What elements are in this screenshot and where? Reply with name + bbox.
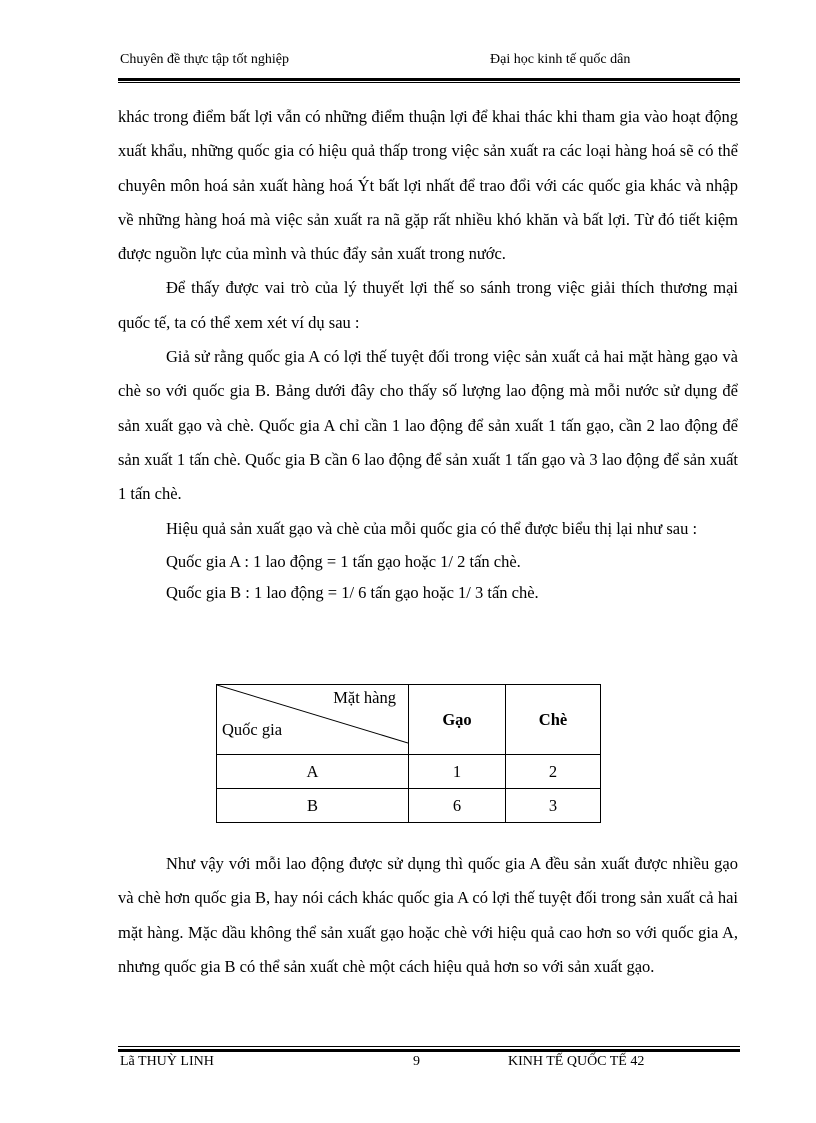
document-body-conclusion [118, 847, 738, 984]
footer-rule-thick [118, 1049, 740, 1052]
header-rule-thin [118, 82, 740, 83]
footer-class: KINH TẾ QUỐC TẾ 42 [508, 1054, 645, 1069]
table-corner-cell [217, 685, 409, 755]
paragraph-conclusion: Như vậy với mỗi lao động được sử dụng thì quốc gia A đều sản xuất được nhiều gạo và chè hơn quốc gia B, hay nói cách khác quốc gia A có lợi thế tuyệt đối trong sản xuất cả hai mặt hàng. Mặc dầu không thể sản xuất gạo hoặc chè với hiệu quả cao hơn so với quốc gia A, nhưng quốc gia B có thể sản xuất chè một cách hiệu quả hơn so với sản xuất gạo. [118, 854, 738, 976]
table-cell: 6 [409, 789, 506, 823]
table-row [217, 789, 601, 823]
table-header-row [217, 685, 601, 755]
table-cell: 3 [506, 789, 601, 823]
paragraph-intro-example: Để thấy được vai trò của lý thuyết lợi thế so sánh trong việc giải thích thương mại quốc tế, ta có thể xem xét ví dụ sau : [118, 278, 738, 332]
page-header [118, 52, 740, 78]
header-document-type: Chuyên đề thực tập tốt nghiệp [120, 52, 289, 67]
row-axis-label: Quốc gia [222, 720, 283, 739]
page-footer [118, 1054, 740, 1076]
row-label: A [217, 755, 409, 789]
column-axis-label: Mặt hàng [333, 688, 396, 707]
column-header-rice: Gạo [409, 685, 506, 755]
footer-author: Lã THUỲ LINH [120, 1054, 214, 1069]
paragraph-efficiency: Hiệu quả sản xuất gạo và chè của mỗi quốc gia có thể được biểu thị lại như sau : [166, 518, 698, 538]
equation-country-a: Quốc gia A : 1 lao động = 1 tấn gạo hoặc 1/ 2 tấn chè. [166, 551, 521, 571]
header-rule-thick [118, 78, 740, 81]
table-row [217, 755, 601, 789]
document-body [118, 100, 738, 608]
footer-rule-thin [118, 1046, 740, 1047]
paragraph-continuation: khác trong điểm bất lợi vẫn có những điểm thuận lợi để khai thác khi tham gia vào hoạt động xuất khẩu, những quốc gia có hiệu quả thấp trong việc sản xuất ra các loại hàng hoá sẽ có thể chuyên môn hoá sản xuất hàng hoá Ýt bất lợi nhất để trao đổi với các quốc gia khác và nhập về những hàng hoá mà việc sản xuất ra nã gặp rất nhiều khó khăn và bất lợi. Từ đó tiết kiệm được nguồn lực của mình và thúc đẩy sản xuất trong nước. [118, 107, 738, 264]
page-number: 9 [413, 1054, 420, 1069]
table-cell: 1 [409, 755, 506, 789]
equation-country-b: Quốc gia B : 1 lao động = 1/ 6 tấn gạo hoặc 1/ 3 tấn chè. [166, 582, 539, 602]
column-header-tea: Chè [506, 685, 601, 755]
labor-table [216, 684, 601, 823]
table-cell: 2 [506, 755, 601, 789]
paragraph-assumption: Giả sử rằng quốc gia A có lợi thế tuyệt đối trong việc sản xuất cả hai mặt hàng gạo và chè so với quốc gia B. Bảng dưới đây cho thấy số lượng lao động mà mỗi nước sử dụng để sản xuất gạo và chè. Quốc gia A chỉ cần 1 lao động để sản xuất 1 tấn gạo, cần 2 lao động để sản xuất 1 tấn chè. Quốc gia B cần 6 lao động để sản xuất 1 tấn gạo và 3 lao động để sản xuất 1 tấn chè. [118, 347, 738, 504]
row-label: B [217, 789, 409, 823]
header-university: Đại học kinh tế quốc dân [490, 52, 631, 67]
